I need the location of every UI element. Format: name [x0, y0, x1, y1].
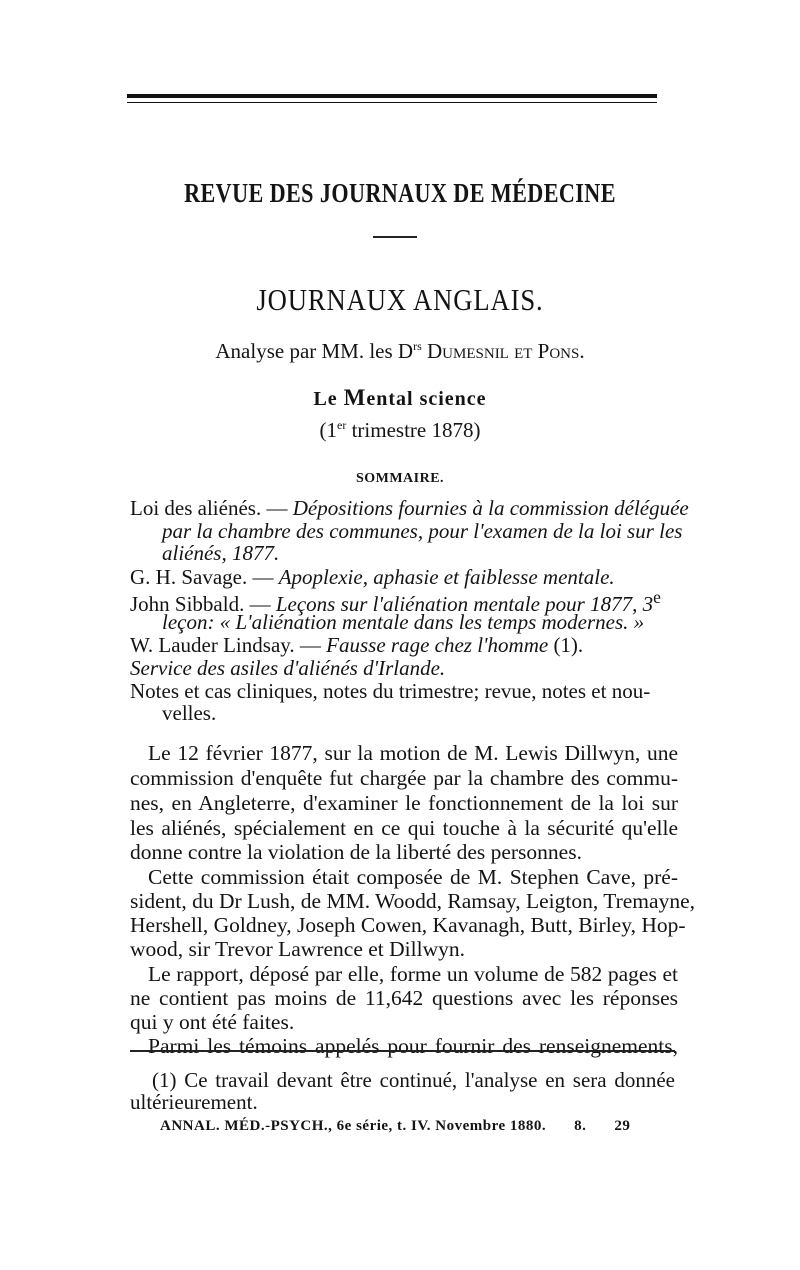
sommaire-item-5: Service des asiles d'aliénés d'Irlande.: [130, 656, 446, 680]
sommaire-item-4-plain: W. Lauder Lindsay. —: [130, 633, 327, 657]
sommaire-item-1-italic: Dépositions fournies à la commission déléguée: [292, 496, 689, 520]
sommaire-item-2-italic: Apoplexie, aphasie et faiblesse mentale.: [278, 565, 615, 589]
top-double-rule: [127, 94, 657, 103]
byline-sup: rs: [413, 339, 422, 353]
sommaire-item-4: [130, 633, 583, 658]
body-paragraph-1-line-2: commission d'enquête fut chargée par la chambre des commu-: [130, 766, 678, 790]
byline-prefix: Analyse par MM. les D: [215, 339, 414, 363]
sommaire-item-3-plain: John Sibbald. —: [130, 592, 276, 616]
signature-mark: 8.: [574, 1118, 587, 1134]
body-paragraph-2-line-3: Hershell, Goldney, Joseph Cowen, Kavanagh, Butt, Birley, Hop-: [130, 913, 686, 937]
journal-title: JOURNAUX ANGLAIS.: [256, 282, 544, 317]
quarter-sup: er: [337, 418, 347, 432]
quarter-open: (1: [319, 418, 338, 442]
sommaire-item-3-italic: Leçons sur l'aliénation mentale pour 1877, 3: [275, 592, 654, 616]
body-paragraph-1-line-1: Le 12 février 1877, sur la motion de M. Lewis Dillwyn, une: [148, 741, 678, 765]
sommaire-item-4-italic: Fausse rage chez l'homme: [326, 633, 549, 657]
body-paragraph-1-line-5: donne contre la violation de la liberté des personnes.: [130, 840, 582, 864]
body-paragraph-2-line-1: Cette commission était composée de M. Stephen Cave, pré-: [148, 865, 678, 889]
running-footer-text: ANNAL. MÉD.-PSYCH., 6e série, t. IV. Novembre 1880.: [160, 1118, 547, 1134]
sommaire-item-3-sup: e: [653, 587, 661, 607]
section-title-first: Le: [313, 388, 344, 410]
body-paragraph-3-line-1: Le rapport, déposé par elle, forme un volume de 582 pages et: [148, 962, 678, 986]
body-paragraph-2-line-4: wood, sir Trevor Lawrence et Dillwyn.: [130, 937, 465, 961]
sommaire-item-6-line-2: velles.: [162, 701, 217, 725]
section-title: [0, 385, 800, 411]
byline-authors: Dumesnil et Pons.: [427, 339, 585, 363]
title-separator-rule: [373, 236, 417, 238]
section-title-initial: M: [343, 385, 367, 410]
footnote-line-1: (1) Ce travail devant être continué, l'analyse en sera donnée: [152, 1068, 675, 1092]
sommaire-item-2-plain: G. H. Savage. —: [130, 565, 279, 589]
quarter-label: [0, 418, 800, 443]
footnote-line-2: ultérieurement.: [130, 1090, 258, 1114]
sommaire-item-6: Notes et cas cliniques, notes du trimestre; revue, notes et nou-: [130, 679, 651, 703]
byline: [0, 339, 800, 364]
sommaire-item-1-line-3: aliénés, 1877.: [162, 541, 280, 565]
sommaire-item-1-line-2: par la chambre des communes, pour l'examen de la loi sur les: [162, 519, 683, 543]
running-footer: [160, 1118, 630, 1135]
quarter-rest: trimestre 1878): [346, 418, 481, 442]
body-paragraph-3-line-3: qui y ont été faites.: [130, 1010, 295, 1034]
sommaire-heading: SOMMAIRE.: [355, 471, 445, 486]
body-paragraph-4-line-1: Parmi les témoins appelés pour fournir des renseignements,: [148, 1034, 678, 1058]
page-number: 29: [614, 1118, 631, 1134]
revue-title: REVUE DES JOURNAUX DE MÉDECINE: [184, 178, 616, 208]
footnote-rule: [130, 1050, 675, 1052]
sommaire-item-3-line-2: leçon: « L'aliénation mentale dans les temps modernes. »: [162, 610, 645, 634]
section-title-rest: ental science: [366, 388, 487, 410]
sommaire-item-1: [130, 496, 689, 521]
body-paragraph-2-line-2: sident, du Dr Lush, de MM. Woodd, Ramsay, Leigton, Tremayne,: [130, 889, 695, 913]
body-paragraph-3-line-2: ne contient pas moins de 11,642 questions avec les réponses: [130, 986, 678, 1010]
body-paragraph-1-line-4: les aliénés, spécialement en ce qui touche à la sécurité qu'elle: [130, 816, 678, 840]
sommaire-item-1-plain: Loi des aliénés. —: [130, 496, 293, 520]
body-paragraph-1-line-3: nes, en Angleterre, d'examiner le fonctionnement de la loi sur: [130, 791, 678, 815]
sommaire-item-4-tail: (1).: [548, 633, 584, 657]
